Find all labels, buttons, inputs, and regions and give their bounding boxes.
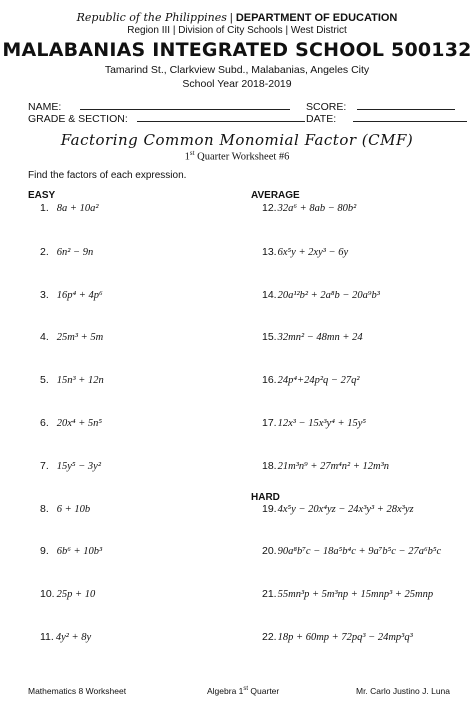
- problem-item: [262, 588, 433, 600]
- item-number: 14.: [262, 289, 277, 301]
- item-expression: 6x⁵y + 2xy³ − 6y: [277, 247, 349, 258]
- item-number: 2.: [40, 246, 49, 258]
- item-expression: 15n³ + 12n: [56, 375, 104, 386]
- footer-center-sup: st: [243, 686, 249, 693]
- problem-item: [262, 460, 389, 472]
- date-blank[interactable]: [353, 112, 467, 122]
- date-label: DATE:: [306, 113, 337, 125]
- department-text: DEPARTMENT OF EDUCATION: [235, 12, 398, 24]
- problem-item: [262, 374, 359, 386]
- item-number: 7.: [40, 460, 49, 472]
- item-expression: 20a¹²b² + 2a⁸b − 20a⁹b³: [277, 290, 380, 301]
- item-expression: 32a⁶ + 8ab − 80b²: [277, 203, 357, 214]
- item-number: 10.: [40, 588, 55, 600]
- item-expression: 90a⁸b⁷c − 18a⁵b⁴c + 9a⁷b⁵c − 27a⁶b⁵c: [277, 546, 442, 557]
- subtitle-text: Quarter Worksheet #6: [194, 151, 290, 163]
- instructions: Find the factors of each expression.: [28, 170, 187, 181]
- republic-text: Republic of the Philippines: [76, 11, 227, 24]
- item-expression: 18p + 60mp + 72pq³ − 24mp³q³: [277, 632, 413, 643]
- school-name: MALABANIAS INTEGRATED SCHOOL 500132: [2, 39, 472, 61]
- item-number: 16.: [262, 374, 277, 386]
- item-number: 12.: [262, 202, 277, 214]
- problem-item: [262, 202, 356, 214]
- item-expression: 15y⁵ − 3y²: [56, 461, 101, 472]
- section-hard: HARD: [251, 492, 280, 503]
- problem-item: [262, 289, 380, 301]
- problem-item: [40, 331, 103, 343]
- separator: |: [229, 12, 236, 24]
- problem-item: [262, 545, 441, 557]
- subtitle-sup: st: [189, 149, 195, 157]
- item-expression: 16p⁴ + 4p⁶: [56, 290, 103, 301]
- problem-item: [40, 631, 91, 643]
- problem-item: [40, 289, 103, 301]
- footer-left: Mathematics 8 Worksheet: [28, 686, 127, 696]
- item-expression: 55mn³p + 5m³np + 15mnp³ + 25mnp: [277, 589, 434, 600]
- section-average: AVERAGE: [251, 190, 300, 201]
- item-number: 1.: [40, 202, 49, 214]
- problem-item: [40, 503, 90, 515]
- item-number: 11.: [40, 631, 54, 643]
- problem-item: [262, 331, 363, 343]
- item-number: 9.: [40, 545, 49, 557]
- item-number: 8.: [40, 503, 49, 515]
- item-expression: 25p + 10: [56, 589, 96, 600]
- item-number: 4.: [40, 331, 49, 343]
- item-expression: 4x⁵y − 20x⁴yz − 24x³y³ + 28x³yz: [277, 504, 414, 515]
- score-label: SCORE:: [306, 101, 347, 113]
- problem-item: [40, 545, 102, 557]
- item-number: 18.: [262, 460, 277, 472]
- footer-right: Mr. Carlo Justino J. Luna: [355, 686, 450, 696]
- item-expression: 4y² + 8y: [55, 632, 92, 643]
- problem-item: [262, 417, 366, 429]
- school-year: School Year 2018-2019: [182, 78, 292, 90]
- problem-item: [40, 246, 93, 258]
- problem-item: [40, 460, 101, 472]
- republic-department-line: [0, 11, 474, 24]
- problem-item: [40, 417, 102, 429]
- problem-item: [262, 246, 348, 258]
- grade-label: GRADE & SECTION:: [28, 113, 128, 125]
- item-number: 17.: [262, 417, 277, 429]
- grade-blank[interactable]: [137, 112, 305, 122]
- footer-center-post: Quarter: [248, 686, 280, 696]
- item-expression: 12x³ − 15x³y⁴ + 15y⁵: [277, 418, 367, 429]
- item-expression: 32mn² − 48mn + 24: [277, 332, 363, 343]
- region-line: Region III | Division of City Schools | West District: [127, 25, 347, 36]
- score-blank[interactable]: [357, 100, 455, 110]
- item-number: 3.: [40, 289, 49, 301]
- item-expression: 24p⁴+24p²q − 27q²: [277, 375, 360, 386]
- item-number: 13.: [262, 246, 277, 258]
- item-number: 5.: [40, 374, 49, 386]
- problem-item: [262, 631, 413, 643]
- item-expression: 21m³n⁹ + 27m⁴n² + 12m³n: [277, 461, 390, 472]
- item-number: 19.: [262, 503, 277, 515]
- worksheet-subtitle: [0, 149, 474, 163]
- item-number: 20.: [262, 545, 277, 557]
- item-expression: 6n² − 9n: [56, 247, 94, 258]
- name-blank[interactable]: [80, 100, 290, 110]
- item-number: 6.: [40, 417, 49, 429]
- grade-field: [28, 112, 305, 125]
- item-expression: 20x⁴ + 5n⁵: [56, 418, 103, 429]
- date-field: [306, 112, 467, 125]
- item-expression: 25m³ + 5m: [56, 332, 104, 343]
- item-number: 15.: [262, 331, 277, 343]
- footer-center-text: Algebra 1: [207, 686, 244, 696]
- worksheet-title: Factoring Common Monomial Factor (CMF): [60, 131, 414, 149]
- footer-center: [207, 686, 279, 696]
- name-label: NAME:: [28, 101, 62, 113]
- problem-item: [40, 374, 104, 386]
- item-number: 22.: [262, 631, 277, 643]
- item-expression: 6 + 10b: [56, 504, 91, 515]
- item-expression: 8a + 10a²: [56, 203, 99, 214]
- item-number: 21.: [262, 588, 277, 600]
- subtitle-number: 1: [184, 151, 190, 163]
- item-expression: 6b⁶ + 10b³: [56, 546, 103, 557]
- section-easy: EASY: [28, 190, 56, 201]
- problem-item: [40, 202, 99, 214]
- problem-item: [40, 588, 95, 600]
- school-address: Tamarind St., Clarkview Subd., Malabanias, Angeles City: [104, 64, 370, 76]
- problem-item: [262, 503, 414, 515]
